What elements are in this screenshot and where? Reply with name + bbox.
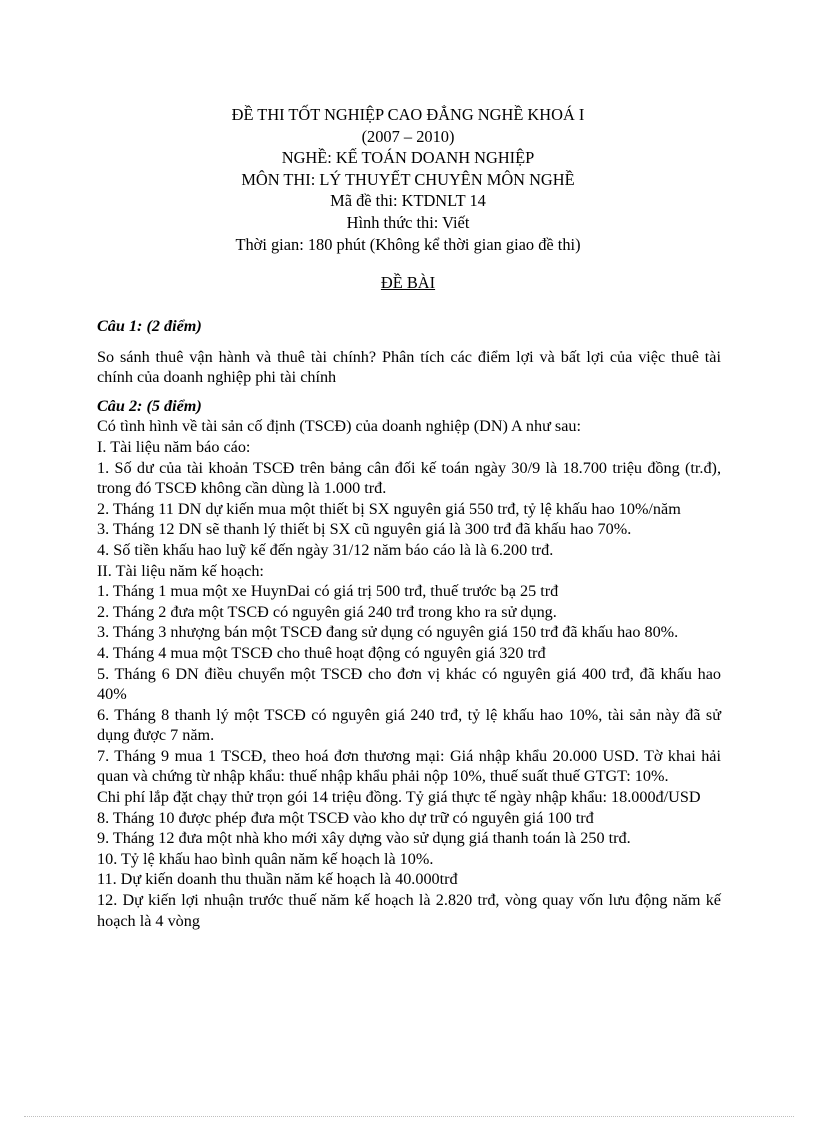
exam-code: Mã đề thi: KTDNLT 14 — [330, 191, 486, 211]
question-2-title: Câu 2: (5 điểm) — [97, 396, 202, 415]
list-item: Chi phí lắp đặt chạy thử trọn gói 14 triệu đồng. Tỷ giá thực tế ngày nhập khẩu: 18.000đ/USD — [97, 788, 701, 807]
list-item: 10. Tỷ lệ khấu hao bình quân năm kế hoạch là 10%. — [97, 849, 434, 868]
page-bottom-divider — [24, 1116, 794, 1117]
exam-subject: MÔN THI: LÝ THUYẾT CHUYÊN MÔN NGHỀ — [241, 169, 575, 189]
question-1-text: So sánh thuê vận hành và thuê tài chính? Phân tích các điểm lợi và bất lợi của việc thuê tài chính của doanh nghiệp phi tài chính — [97, 347, 721, 387]
list-item: 8. Tháng 10 được phép đưa một TSCĐ vào kho dự trữ có nguyên giá 100 trđ — [97, 808, 594, 827]
list-item: 1. Số dư của tài khoản TSCĐ trên bảng cân đối kế toán ngày 30/9 là 18.700 triệu đồng (tr.đ), trong đó TSCĐ không cần dùng là 1.000 trđ. — [97, 458, 721, 498]
list-item: 12. Dự kiến lợi nhuận trước thuế năm kế hoạch là 2.820 trđ, vòng quay vốn lưu động năm kế hoạch là 4 vòng — [97, 891, 721, 930]
section-heading: ĐỀ BÀI — [380, 273, 436, 292]
exam-format: Hình thức thi: Viết — [346, 212, 470, 232]
exam-body — [97, 316, 721, 931]
list-item: 1. Tháng 1 mua một xe HuynDai có giá trị 500 trđ, thuế trước bạ 25 trđ — [97, 582, 559, 601]
exam-header — [0, 104, 816, 255]
list-item: 3. Tháng 3 nhượng bán một TSCĐ đang sử dụng có nguyên giá 150 trđ đã khấu hao 80%. — [97, 623, 679, 642]
exam-duration: Thời gian: 180 phút (Không kể thời gian giao đề thi) — [235, 234, 581, 254]
list-item: 6. Tháng 8 thanh lý một TSCĐ có nguyên giá 240 trđ, tỷ lệ khấu hao 10%, tài sản này đã sử dụng được 7 năm. — [97, 705, 721, 745]
exam-title: ĐỀ THI TỐT NGHIỆP CAO ĐẲNG NGHỀ KHOÁ I — [231, 105, 585, 124]
question-1-title: Câu 1: (2 điểm) — [97, 317, 202, 335]
list-item: 3. Tháng 12 DN sẽ thanh lý thiết bị SX cũ nguyên giá là 300 trđ đã khấu hao 70%. — [97, 520, 632, 539]
list-item: 2. Tháng 2 đưa một TSCĐ có nguyên giá 240 trđ trong kho ra sử dụng. — [97, 602, 557, 621]
exam-profession: NGHỀ: KẾ TOÁN DOANH NGHIỆP — [281, 148, 535, 168]
list-item: 7. Tháng 9 mua 1 TSCĐ, theo hoá đơn thương mại: Giá nhập khẩu 20.000 USD. Tờ khai hải quan và chứng từ nhập khẩu: thuế nhập khẩu phải nộp 10%, thuế suất thuế GTGT: 10%. — [97, 746, 721, 786]
list-item: 2. Tháng 11 DN dự kiến mua một thiết bị SX nguyên giá 550 trđ, tỷ lệ khấu hao 10%/năm — [97, 499, 681, 518]
exam-course-years: (2007 – 2010) — [361, 126, 455, 146]
list-item: 11. Dự kiến doanh thu thuần năm kế hoạch là 40.000trđ — [97, 870, 458, 889]
question-2-intro: Có tình hình về tài sản cố định (TSCĐ) của doanh nghiệp (DN) A như sau: — [97, 417, 581, 436]
list-item: 4. Tháng 4 mua một TSCĐ cho thuê hoạt động có nguyên giá 320 trđ — [97, 643, 546, 662]
section-plan-year: II. Tài liệu năm kế hoạch: — [97, 561, 264, 580]
section-report-year: I. Tài liệu năm báo cáo: — [97, 437, 251, 456]
list-item: 9. Tháng 12 đưa một nhà kho mới xây dựng vào sử dụng giá thanh toán là 250 trđ. — [97, 829, 631, 848]
list-item: 4. Số tiền khấu hao luỹ kế đến ngày 31/12 năm báo cáo là là 6.200 trđ. — [97, 540, 554, 559]
list-item: 5. Tháng 6 DN điều chuyển một TSCĐ cho đơn vị khác có nguyên giá 400 trđ, đã khấu hao 40% — [97, 664, 721, 704]
